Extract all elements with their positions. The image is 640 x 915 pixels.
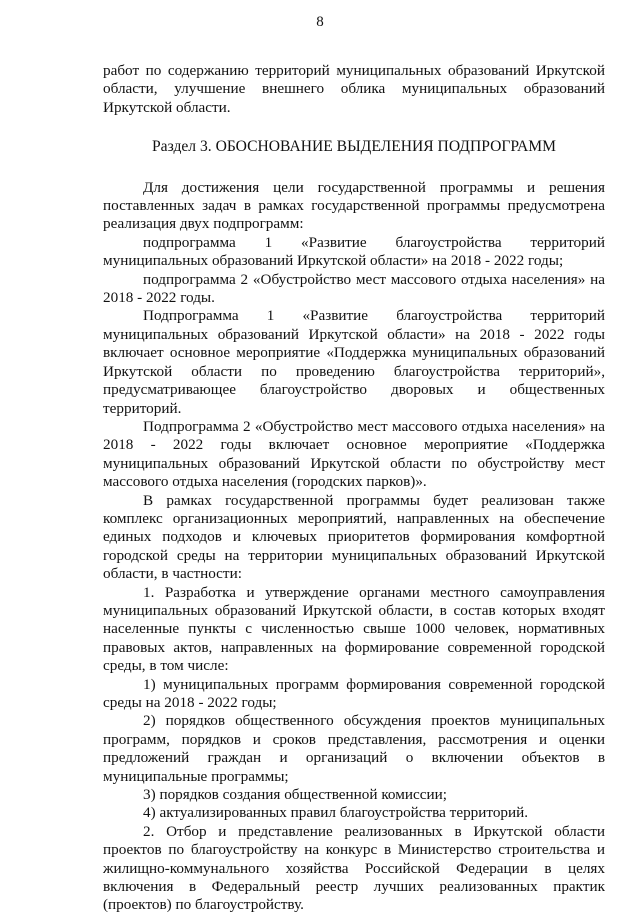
section-title: Раздел 3. ОБОСНОВАНИЕ ВЫДЕЛЕНИЯ ПОДПРОГРАММ [151,138,557,156]
paragraph-item-1: 1. Разработка и утверждение органами местного самоуправления муниципальных образований Иркутской области, в состав которых входят населенные пункты с численностью свыше 1000 человек, нормативных правовых актов, направленных на формирование современной городской среды, в том числе: [103,583,605,675]
paragraph-subitem-2: 2) порядков общественного обсуждения проектов муниципальных программ, порядков и сроков представления, рассмотрения и оценки предложений граждан и организаций о включении объектов в муниципальные программы; [103,712,605,785]
paragraph-subprogram-2: подпрограмма 2 «Обустройство мест массового отдыха населения» на 2018 - 2022 годы. [103,270,605,307]
paragraph-subprogram-2-details: Подпрограмма 2 «Обустройство мест массового отдыха населения» на 2018 - 2022 годы включает основное мероприятие «Поддержка муниципальных образований Иркутской области по обустройству мест массового отдыха населения (городских парков)». [103,417,605,491]
document-body [103,62,605,915]
paragraph-intro: Для достижения цели государственной программы и решения поставленных задач в рамках государственной программы предусмотрена реализация двух подпрограмм: [103,178,605,233]
paragraph-subprogram-1: подпрограмма 1 «Развитие благоустройства территорий муниципальных образований Иркутской области» на 2018 - 2022 годы; [103,233,605,270]
continuation-paragraph: работ по содержанию территорий муниципальных образований Иркутской области, улучшение внешнего облика муниципальных образований Иркутской области. [103,62,605,116]
page-number: 8 [316,14,324,30]
paragraph-subitem-4: 4) актуализированных правил благоустройства территорий. [143,804,529,822]
paragraph-item-2: 2. Отбор и представление реализованных в Иркутской области проектов по благоустройству на конкурс в Министерство строительства и жилищно-коммунального хозяйства Российской Федерации в целях включения в Федеральный реестр лучших реализованных практик (проектов) по благоустройству. [103,822,605,914]
paragraph-subitem-1: 1) муниципальных программ формирования современной городской среды на 2018 - 2022 годы; [103,675,605,711]
paragraph-subitem-3: 3) порядков создания общественной комиссии; [143,786,447,804]
paragraph-subprogram-1-details: Подпрограмма 1 «Развитие благоустройства территорий муниципальных образований Иркутской области» на 2018 - 2022 годы включает основное мероприятие «Поддержка муниципальных образований Иркутской области по проведению благоустройства территорий», предусматривающее благоустройство дворовых и общественных территорий. [103,307,605,417]
paragraph-organizational-measures: В рамках государственной программы будет реализован также комплекс организационных мероприятий, направленных на обеспечение единых подходов и ключевых приоритетов формирования комфортной городской среды на территории муниципальных образований Иркутской области, в частности: [103,491,605,583]
